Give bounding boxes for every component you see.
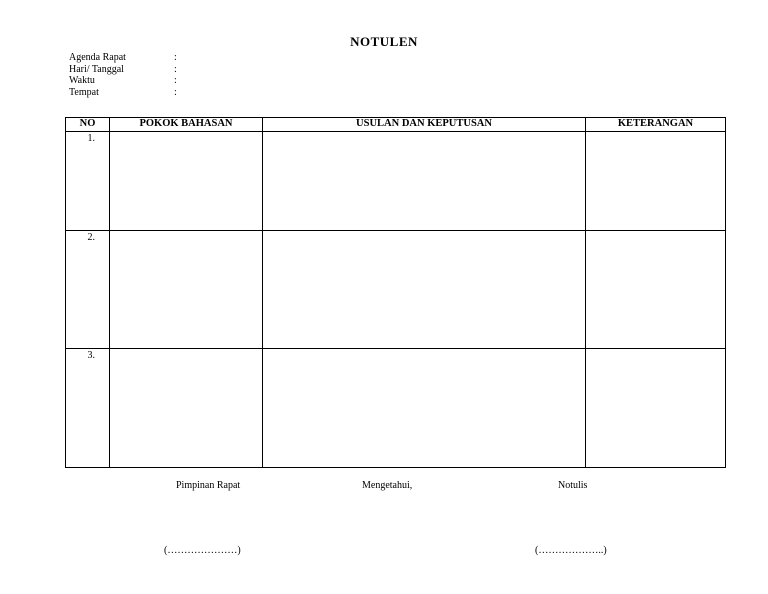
- meta-colon: :: [174, 86, 177, 98]
- topic-cell[interactable]: [110, 132, 263, 231]
- acknowledged-label: Mengetahui,: [362, 480, 413, 491]
- notes-cell[interactable]: [586, 132, 726, 231]
- topic-cell[interactable]: [110, 349, 263, 468]
- secretary-signature-blank: (………………..): [535, 545, 607, 556]
- proposal-cell[interactable]: [263, 231, 586, 349]
- header-proposal: USULAN DAN KEPUTUSAN: [263, 118, 586, 132]
- proposal-cell[interactable]: [263, 349, 586, 468]
- meta-colon: :: [174, 75, 177, 86]
- meta-label-agenda: Agenda Rapat: [69, 52, 126, 63]
- row-number: 3.: [66, 349, 110, 468]
- meta-label-time: Waktu: [69, 75, 95, 86]
- header-notes: KETERANGAN: [586, 118, 726, 132]
- header-topic: POKOK BAHASAN: [110, 118, 263, 132]
- row-number: 2.: [66, 231, 110, 349]
- notes-cell[interactable]: [586, 231, 726, 349]
- chair-label: Pimpinan Rapat: [176, 480, 241, 491]
- chair-signature-blank: (…………………): [164, 545, 241, 556]
- document-title: NOTULEN: [350, 34, 418, 49]
- table-row: [66, 132, 726, 231]
- table-row: [66, 231, 726, 349]
- meta-colon: :: [174, 63, 177, 75]
- meta-label-date: Hari/ Tanggal: [69, 63, 124, 75]
- table-row: [66, 349, 726, 468]
- row-number: 1.: [66, 132, 110, 231]
- proposal-cell[interactable]: [263, 132, 586, 231]
- notes-cell[interactable]: [586, 349, 726, 468]
- meta-colon: :: [174, 52, 177, 63]
- topic-cell[interactable]: [110, 231, 263, 349]
- meta-label-place: Tempat: [69, 86, 99, 98]
- secretary-label: Notulis: [558, 480, 588, 491]
- header-no: NO: [66, 118, 110, 132]
- minutes-table: [65, 117, 726, 468]
- table-header-row: [66, 118, 726, 132]
